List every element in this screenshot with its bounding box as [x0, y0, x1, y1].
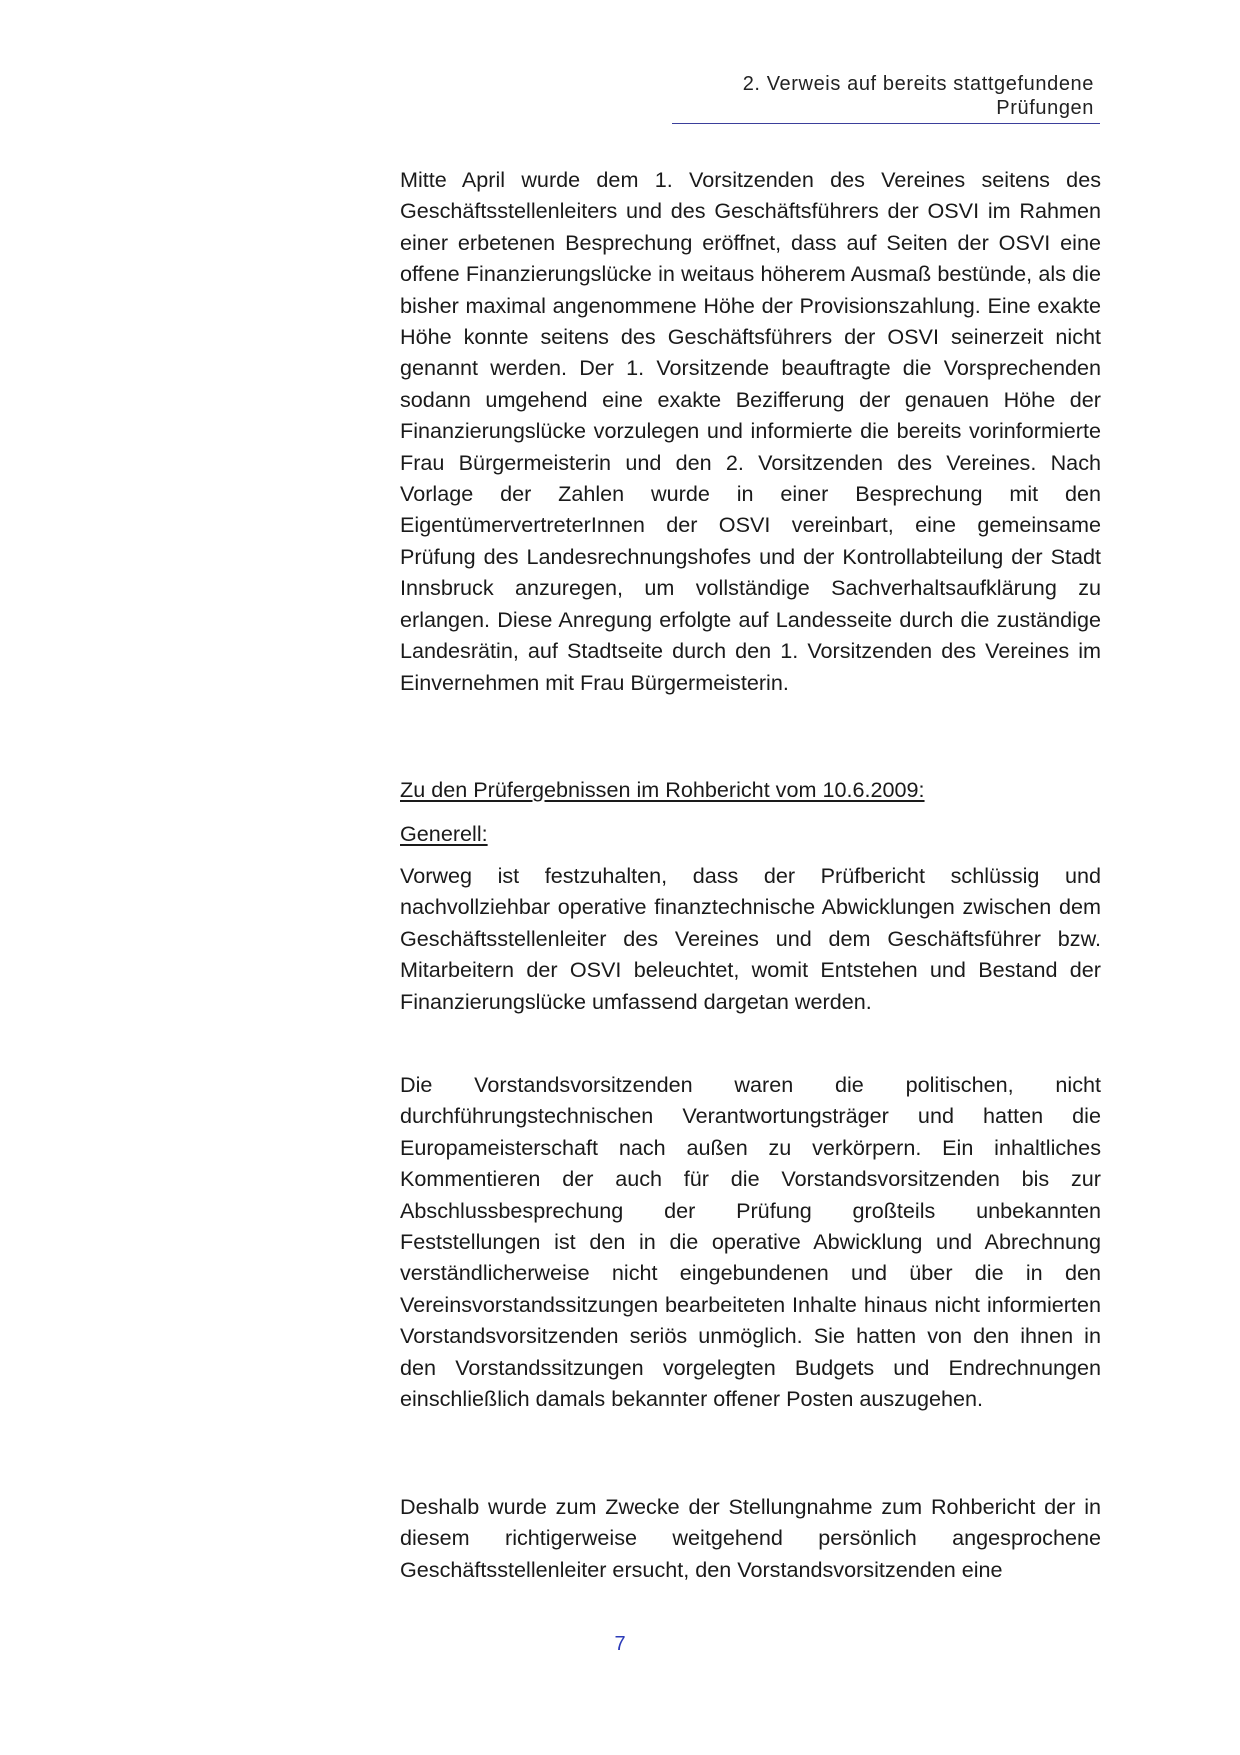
- paragraph-intro: [400, 164, 1101, 698]
- running-header: [668, 72, 1094, 120]
- paragraph-generell: [400, 860, 1101, 1017]
- paragraph-vorstand: [400, 1069, 1101, 1414]
- header-line-2: Prüfungen: [996, 97, 1094, 119]
- paragraph-generell-text: Vorweg ist festzuhalten, dass der Prüfbericht schlüssig und nachvollziehbar operative finanztechnische Abwicklungen zwischen dem Geschäftsstellenleiter des Vereines und dem Geschäftsführer bzw. Mitarbeitern der OSVI beleuchtet, womit Entstehen und Bestand der Finanzierungslücke umfassend dargetan werden.: [400, 863, 1101, 1014]
- heading-generell: Generell:: [400, 821, 488, 846]
- page-number: 7: [614, 1633, 626, 1655]
- heading-pruefergebnisse: Zu den Prüfergebnissen im Rohbericht vom 10.6.2009:: [400, 777, 925, 802]
- paragraph-vorstand-text: Die Vorstandsvorsitzenden waren die politischen, nicht durchführungstechnischen Verantwortungsträger und hatten die Europameisterschaft nach außen zu verkörpern. Ein inhaltliches Kommentieren der auch für die Vorstandsvorsitzenden bis zur Abschlussbesprechung der Prüfung großteils unbekannten Feststellungen ist den in die operative Abwicklung und Abrechnung verständlicherweise nicht eingebundenen und über die in den Vereinsvorstandssitzungen bearbeiteten Inhalte hinaus nicht informierten Vorstandsvorsitzenden seriös unmöglich. Sie hatten von den ihnen in den Vorstandssitzungen vorgelegten Budgets und Endrechnungen einschließlich damals bekannter offener Posten auszugehen.: [400, 1072, 1101, 1412]
- paragraph-intro-text: Mitte April wurde dem 1. Vorsitzenden des Vereines seitens des Geschäftsstellenleiters und des Geschäftsführers der OSVI im Rahmen einer erbetenen Besprechung eröffnet, dass auf Seiten der OSVI eine offene Finanzierungslücke in weitaus höherem Ausmaß bestünde, als die bisher maximal angenommene Höhe der Provisionszahlung. Eine exakte Höhe konnte seitens des Geschäftsführers der OSVI seinerzeit nicht genannt werden. Der 1. Vorsitzende beauftragte die Vorsprechenden sodann umgehend eine exakte Bezifferung der genauen Höhe der Finanzierungslücke vorzulegen und informierte die bereits vorinformierte Frau Bürgermeisterin und den 2. Vorsitzenden des Vereines. Nach Vorlage der Zahlen wurde in einer Besprechung mit den EigentümervertreterInnen der OSVI vereinbart, eine gemeinsame Prüfung des Landesrechnungshofes und der Kontrollabteilung der Stadt Innsbruck anzuregen, um vollständige Sachverhaltsaufklärung zu erlangen. Diese Anregung erfolgte auf Landesseite durch die zuständige Landesrätin, auf Stadtseite durch den 1. Vorsitzenden des Vereines im Einvernehmen mit Frau Bürgermeisterin.: [400, 167, 1101, 695]
- header-divider: [672, 123, 1100, 124]
- paragraph-deshalb: [400, 1491, 1101, 1585]
- paragraph-deshalb-text: Deshalb wurde zum Zwecke der Stellungnahme zum Rohbericht der in diesem richtigerweise weitgehend persönlich angesprochene Geschäftsstellenleiter ersucht, den Vorstandsvorsitzenden eine: [400, 1494, 1101, 1582]
- header-line-1: 2. Verweis auf bereits stattgefundene: [742, 73, 1094, 95]
